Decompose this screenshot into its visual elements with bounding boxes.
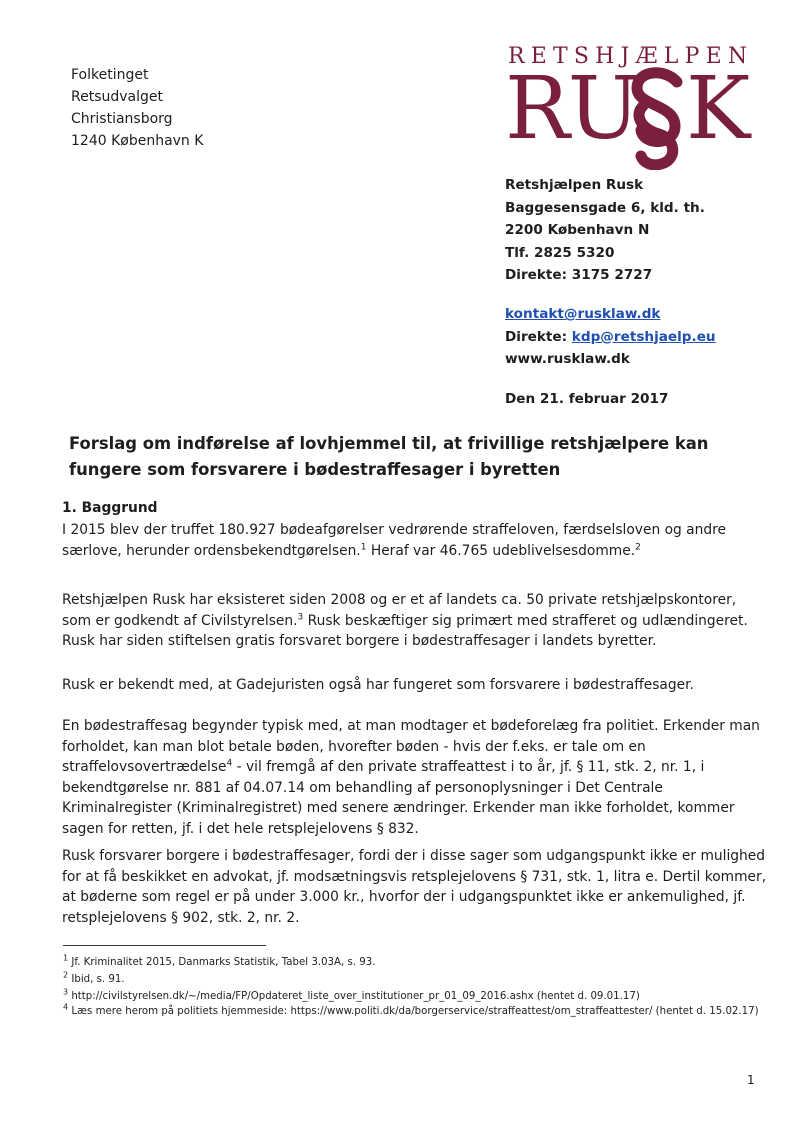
footnote-ref: 1 xyxy=(360,541,367,552)
footnote xyxy=(63,987,763,1004)
footnote-number: 4 xyxy=(63,1002,69,1012)
text: - vil fremgå af den private straffeattest i to år, jf. § 11, stk. 2, nr. 1, i bekendtgørelse nr. 881 af 04.07.14 om behandling af personoplysninger i Det Centrale Kriminalregister (Kriminalregistret) med senere ændringer. Erkender man ikke forholdet, kommer sagen for retten, jf. i det hele retsplejelovens § 832. xyxy=(62,759,735,837)
recipient-line: Folketinget xyxy=(71,67,149,83)
footnote-ref: 2 xyxy=(635,541,641,552)
direct-label: Direkte: xyxy=(505,328,572,345)
svg-text:K: K xyxy=(686,60,751,159)
svg-text:RU: RU xyxy=(505,60,639,159)
text: Rusk er bekendt med, at Gadejuristen også har fungeret som forsvarere i bødestraffesager. xyxy=(62,677,694,693)
footnote xyxy=(63,953,763,970)
footnote-number: 2 xyxy=(63,970,69,980)
text: Rusk beskæftiger sig primært med strafferet og udlændingeret. Rusk har siden stiftelsen gratis forsvaret borgere i bødestraffesager i landets byretter. xyxy=(62,612,748,649)
footnote-ref: 3 xyxy=(297,611,304,622)
section-heading: 1. Baggrund xyxy=(62,500,158,516)
text: Heraf var 46.765 udeblivelsesdomme. xyxy=(366,542,636,559)
recipient-line: 1240 København K xyxy=(71,133,204,149)
contact-block xyxy=(505,303,716,371)
text: En bødestraffesag begynder typisk med, at man modtager et bødeforelæg fra politiet. Erkender man forholdet, kan man blot betale bøden, hvorefter bøden - hvis der f.eks. er tale om en straffelovsovertrædelse xyxy=(62,718,760,775)
paragraph-1 xyxy=(62,520,767,561)
text: Rusk forsvarer borgere i bødestraffesager, fordi der i disse sager som udgangspunkt ikke er mulighed for at få beskikket en advokat, jf. modsætningsvis retsplejelovens § 731, stk. 1, litra e. Dertil kommer, at bøderne som regel er på under 3.000 kr., hvorfor der i udgangspunktet ikke er ankemulighed, jf. retsplejelovens § 902, stk. 2, nr. 2. xyxy=(62,848,767,926)
letter-date: Den 21. februar 2017 xyxy=(505,391,669,407)
website: www.rusklaw.dk xyxy=(505,351,630,367)
sender-name: Retshjælpen Rusk xyxy=(505,177,644,193)
footnote-number: 1 xyxy=(63,953,69,963)
direct-email-link[interactable]: kdp@retshjaelp.eu xyxy=(571,328,716,345)
footnote-divider xyxy=(63,945,266,946)
text: Retshjælpen Rusk har eksisteret siden 2008 og er et af landets ca. 50 private retshjælpskontorer, som er godkendt af Civilstyrelsen. xyxy=(62,592,737,629)
recipient-address xyxy=(71,64,203,152)
sender-phone: Tlf. 2825 5320 xyxy=(505,244,615,261)
rusk-logo xyxy=(505,60,765,170)
footnote-number: 3 xyxy=(63,987,69,997)
sender-direct-phone: Direkte: 3175 2727 xyxy=(505,267,653,283)
sender-address xyxy=(505,174,705,287)
footnote-text: Ibid, s. 91. xyxy=(71,974,125,985)
footnote-text: http://civilstyrelsen.dk/~/media/FP/Opdateret_liste_over_institutioner_pr_01_09_2016.ashx (hentet d. 09.01.17) xyxy=(71,991,640,1002)
footnote xyxy=(63,1002,763,1019)
paragraph-2 xyxy=(62,590,767,652)
footnote-ref: 4 xyxy=(226,758,233,769)
page-number: 1 xyxy=(747,1073,755,1087)
footnote-text: Læs mere herom på politiets hjemmeside: https://www.politi.dk/da/borgerservice/straffeattest/om_straffeattester/ (hentet d. 15.02.17) xyxy=(71,1006,759,1017)
email-link[interactable]: kontakt@rusklaw.dk xyxy=(505,306,661,322)
sender-street: Baggesensgade 6, kld. th. xyxy=(505,199,705,216)
paragraph-3 xyxy=(62,675,767,696)
letter-title: Forslag om indførelse af lovhjemmel til, at frivillige retshjælpere kan fungere som forsvarere i bødestraffesager i byretten xyxy=(69,434,709,479)
footnote xyxy=(63,970,763,987)
sender-city: 2200 København N xyxy=(505,222,650,238)
paragraph-5 xyxy=(62,846,767,928)
footnote-text: Jf. Kriminalitet 2015, Danmarks Statistik, Tabel 3.03A, s. 93. xyxy=(71,957,376,968)
text: I 2015 blev der truffet 180.927 bødeafgørelser vedrørende straffeloven, færdselsloven og andre særlove, herunder ordensbekendtgørelsen. xyxy=(62,522,726,559)
recipient-line: Retsudvalget xyxy=(71,89,163,105)
logo-top-text: RETSHJÆLPEN xyxy=(508,44,754,69)
paragraph-4 xyxy=(62,716,767,839)
recipient-line: Christiansborg xyxy=(71,111,173,127)
